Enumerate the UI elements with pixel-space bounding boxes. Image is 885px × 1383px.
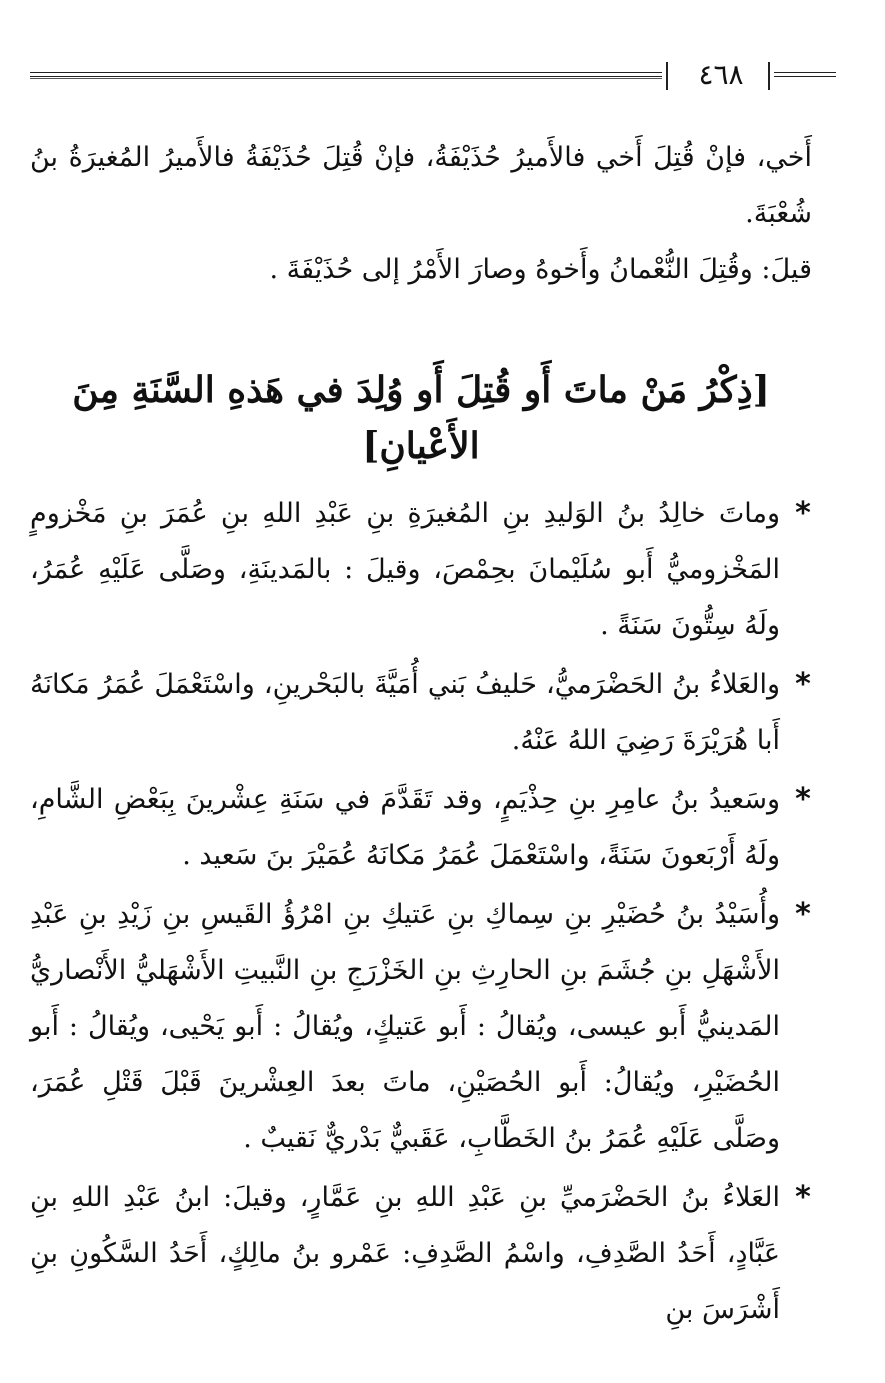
running-header — [30, 58, 810, 94]
entry-text: والعَلاءُ بنُ الحَضْرَميُّ، حَليفُ بَني أُمَيَّةَ بالبَحْرينِ، واسْتَعْمَلَ عُمَرُ مَكانَهُ أَبا هُرَيْرَةَ رَضِيَ اللهُ عَنْهُ. — [30, 669, 780, 756]
header-bar-right — [768, 62, 770, 90]
asterisk-marker: * — [795, 897, 811, 932]
list-item — [30, 657, 820, 769]
asterisk-marker: * — [795, 496, 811, 531]
list-item — [30, 887, 820, 1167]
asterisk-marker: * — [795, 1180, 811, 1215]
entry-text: وماتَ خالِدُ بنُ الوَليدِ بنِ المُغيرَةِ بنِ عَبْدِ اللهِ بنِ عُمَرَ بنِ مَخْزومٍ المَخْزوميُّ أَبو سُلَيْمانَ بحِمْصَ، وقيلَ : بالمَدينَةِ، وصَلَّى عَلَيْهِ عُمَرُ، ولَهُ سِتُّونَ سَنَةً . — [30, 498, 780, 641]
page-number: ٤٦٨ — [698, 58, 744, 91]
entry-text: وأُسَيْدُ بنُ حُضَيْرِ بنِ سِماكِ بنِ عَتيكِ بنِ امْرُؤُ القَيسِ بنِ زَيْدِ بنِ عَبْدِ الأَشْهَلِ بنِ جُشَمَ بنِ الحارِثِ بنِ الخَزْرَجِ بنِ النَّبيتِ الأَشْهَليُّ الأَنْصاريُّ المَدينيُّ أَبو عيسى، ويُقالُ : أَبو عَتيكٍ، ويُقالُ : أَبو يَحْيى، ويُقالُ : أَبو الحُضَيْرِ، ويُقالُ: أَبو الحُصَيْنِ، ماتَ بعدَ العِشْرينَ قَبْلَ قَتْلِ عُمَرَ، وصَلَّى عَلَيْهِ عُمَرُ بنُ الخَطَّابِ، عَقَبيٌّ بَدْريٌّ نَقيبٌ . — [30, 899, 780, 1154]
entry-text: العَلاءُ بنُ الحَضْرَميِّ بنِ عَبْدِ اللهِ بنِ عَمَّارٍ، وقيلَ: ابنُ عَبْدِ اللهِ بنِ عَبَّادٍ، أَحَدُ الصَّدِفِ، واسْمُ الصَّدِفِ: عَمْرو بنُ مالِكٍ، أَحَدُ السَّكُونِ بنِ أَشْرَسَ بنِ — [30, 1182, 780, 1325]
header-bar-left — [666, 62, 668, 90]
asterisk-marker: * — [795, 782, 811, 817]
header-rule-short — [774, 72, 836, 77]
intro-paragraph-1: أَخي، فإنْ قُتِلَ أَخي فالأَميرُ حُذَيْفَةُ، فإنْ قُتِلَ حُذَيْفَةُ فالأَميرُ المُغيرَةُ بنُ شُعْبَةَ. — [30, 142, 812, 229]
intro-paragraphs — [30, 130, 812, 298]
list-item — [30, 486, 820, 654]
entries-list — [30, 486, 820, 1341]
asterisk-marker: * — [795, 667, 811, 702]
list-item — [30, 1170, 820, 1338]
section-heading: [ذِكْرُ مَنْ ماتَ أَو قُتِلَ أَو وُلِدَ في هَذهِ السَّنَةِ مِنَ الأَعْيانِ] — [72, 369, 770, 467]
header-rule-long — [30, 72, 662, 77]
entry-text: وسَعيدُ بنُ عامِرِ بنِ حِذْيَمٍ، وقد تَقَدَّمَ في سَنَةِ عِشْرينَ بِبَعْضِ الشَّامِ، ولَهُ أَرْبَعونَ سَنَةً، واسْتَعْمَلَ عُمَرُ مَكانَهُ عُمَيْرَ بنَ سَعيد . — [30, 784, 780, 871]
intro-paragraph-2: قيلَ: وقُتِلَ النُّعْمانُ وأَخوهُ وصارَ الأَمْرُ إلى حُذَيْفَةَ . — [269, 254, 812, 285]
list-item — [30, 772, 820, 884]
